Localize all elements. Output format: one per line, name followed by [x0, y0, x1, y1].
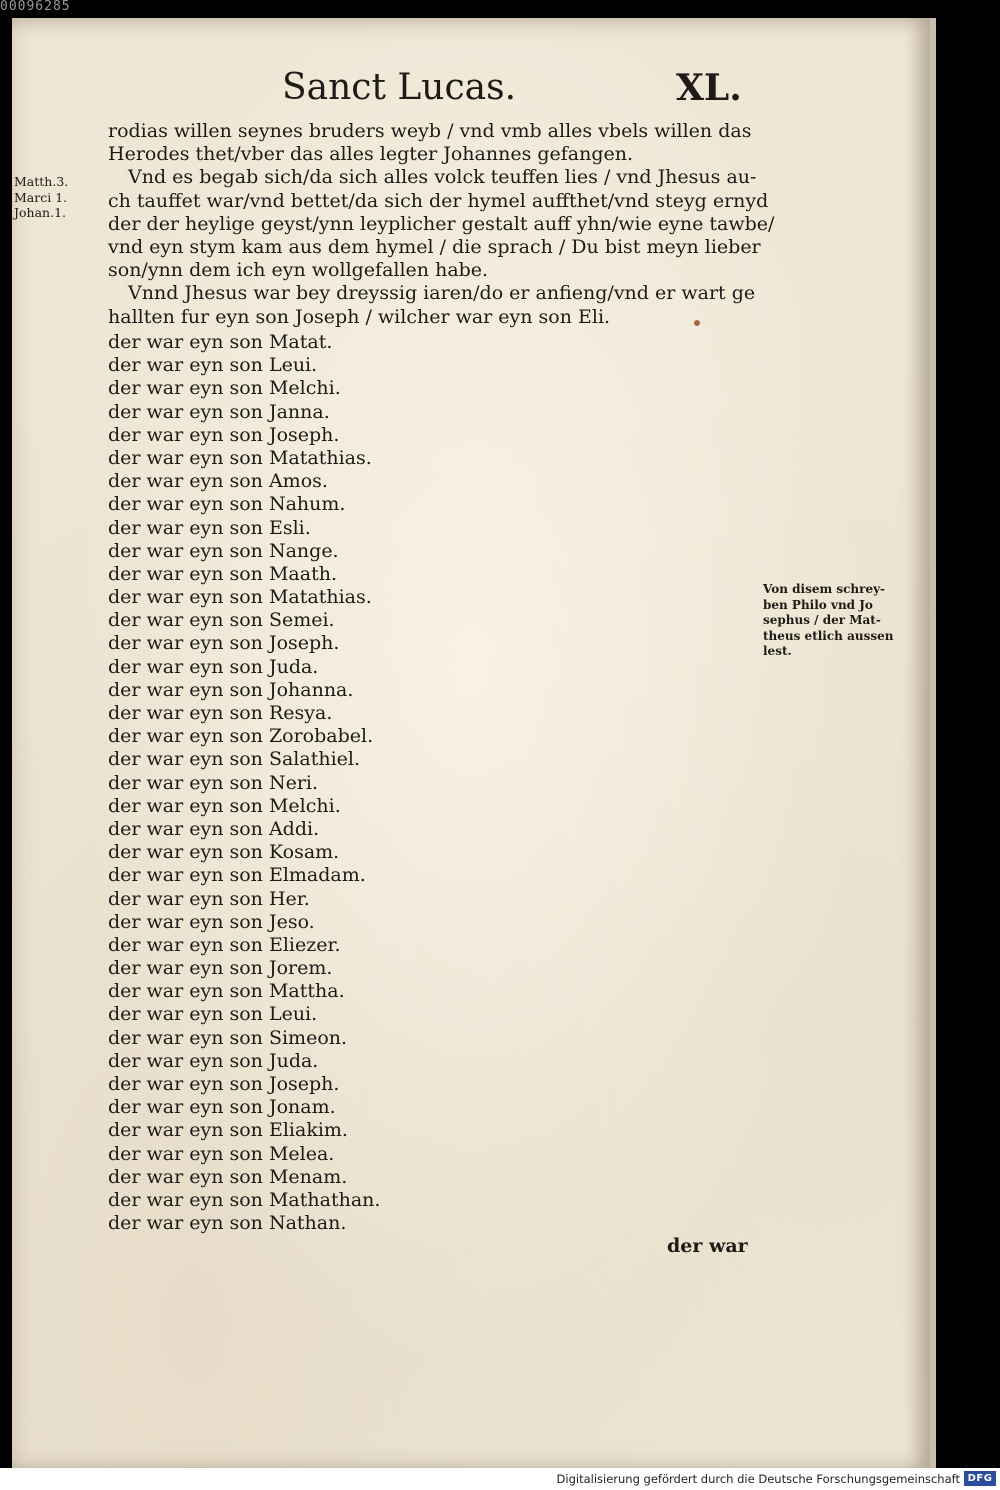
dfg-logo: DFG	[964, 1471, 996, 1486]
genealogy-line: der war eyn son Juda.	[108, 1049, 319, 1072]
genealogy-line: der war eyn son Melea.	[108, 1142, 335, 1165]
margin-reference: Johan.1.	[14, 205, 66, 220]
body-text	[108, 120, 775, 329]
genealogy-line: der war eyn son Eliezer.	[108, 933, 341, 956]
running-head: Sanct Lucas.	[282, 67, 517, 108]
genealogy-line: der war eyn son Leui.	[108, 1003, 318, 1026]
genealogy-line: der war eyn son Nange.	[108, 539, 339, 562]
genealogy-line: der war eyn son Zorobabel.	[108, 725, 374, 748]
genealogy-line: der war eyn son Matathias.	[108, 446, 372, 469]
genealogy-line: der war eyn son Joseph.	[108, 423, 340, 446]
margin-references	[14, 174, 68, 221]
genealogy-line: der war eyn son Addi.	[108, 817, 320, 840]
genealogy-line: der war eyn son Joseph.	[108, 632, 340, 655]
genealogy-line: der war eyn son Menam.	[108, 1165, 348, 1188]
genealogy-line: der war eyn son Simeon.	[108, 1026, 348, 1049]
catchword: der war	[667, 1235, 748, 1257]
genealogy-line: der war eyn son Salathiel.	[108, 748, 361, 771]
gloss-line: lest.	[763, 644, 792, 658]
text-line: rodias willen seynes bruders weyb / vnd vmb alles vbels willen das	[108, 120, 752, 142]
genealogy-line: der war eyn son Janna.	[108, 400, 330, 423]
text-line: Vnd es begab sich/da sich alles volck teuffen lies / vnd Jhesus au-	[128, 166, 757, 189]
genealogy-line: der war eyn son Eliakim.	[108, 1119, 348, 1142]
genealogy-line: der war eyn son Matat.	[108, 331, 333, 353]
folio-number: XL.	[676, 67, 742, 109]
genealogy-line: der war eyn son Nathan.	[108, 1212, 347, 1235]
text-line: ch tauffet war/vnd bettet/da sich der hymel auffthet/vnd steyg ernyd	[108, 189, 769, 212]
gloss-line: theus etlich aussen	[763, 628, 894, 643]
footer-credit-bar	[0, 1468, 1000, 1490]
gloss-line: Von disem schrey-	[763, 582, 886, 596]
margin-reference: Marci 1.	[14, 189, 68, 205]
genealogy-line: der war eyn son Mattha.	[108, 980, 345, 1003]
text-line: der der heylige geyst/ynn leyplicher gestalt auff yhn/wie eyne tawbe/	[108, 212, 775, 235]
gloss-line: sephus / der Mat-	[763, 613, 881, 627]
genealogy-line: der war eyn son Semei.	[108, 609, 335, 632]
genealogy-list	[108, 331, 380, 1235]
text-line: hallten fur eyn son Joseph / wilcher war eyn son Eli.	[108, 305, 611, 328]
scan-id-label: 00096285	[0, 0, 71, 14]
text-line: Vnnd Jhesus war bey dreyssig iaren/do er anfieng/vnd er wart ge	[128, 282, 756, 305]
genealogy-line: der war eyn son Maath.	[108, 562, 337, 585]
genealogy-line: der war eyn son Amos.	[108, 470, 328, 493]
genealogy-line: der war eyn son Kosam.	[108, 841, 340, 864]
funding-credit: Digitalisierung gefördert durch die Deutsche Forschungsgemeinschaft	[556, 1472, 960, 1486]
text-line: Herodes thet/vber das alles legter Johannes gefangen.	[108, 143, 634, 166]
genealogy-line: der war eyn son Jonam.	[108, 1096, 336, 1119]
genealogy-line: der war eyn son Nahum.	[108, 493, 346, 516]
genealogy-line: der war eyn son Melchi.	[108, 377, 341, 400]
genealogy-line: der war eyn son Matathias.	[108, 586, 372, 609]
page-edge	[930, 18, 936, 1471]
genealogy-line: der war eyn son Johanna.	[108, 678, 354, 701]
gloss-line: ben Philo vnd Jo	[763, 597, 873, 612]
genealogy-line: der war eyn son Juda.	[108, 655, 319, 678]
genealogy-line: der war eyn son Jeso.	[108, 910, 315, 933]
genealogy-line: der war eyn son Melchi.	[108, 794, 341, 817]
genealogy-line: der war eyn son Mathathan.	[108, 1188, 381, 1211]
genealogy-line: der war eyn son Jorem.	[108, 957, 333, 980]
genealogy-line: der war eyn son Elmadam.	[108, 864, 366, 887]
margin-reference: Matth.3.	[14, 174, 69, 189]
text-line: vnd eyn stym kam aus dem hymel / die sprach / Du bist meyn lieber	[108, 235, 761, 258]
genealogy-line: der war eyn son Resya.	[108, 702, 333, 724]
genealogy-line: der war eyn son Esli.	[108, 516, 311, 539]
genealogy-line: der war eyn son Neri.	[108, 771, 319, 794]
genealogy-line: der war eyn son Joseph.	[108, 1073, 340, 1095]
genealogy-line: der war eyn son Leui.	[108, 354, 318, 377]
margin-gloss	[763, 582, 893, 660]
genealogy-line: der war eyn son Her.	[108, 887, 310, 910]
text-line: son/ynn dem ich eyn wollgefallen habe.	[108, 259, 489, 282]
